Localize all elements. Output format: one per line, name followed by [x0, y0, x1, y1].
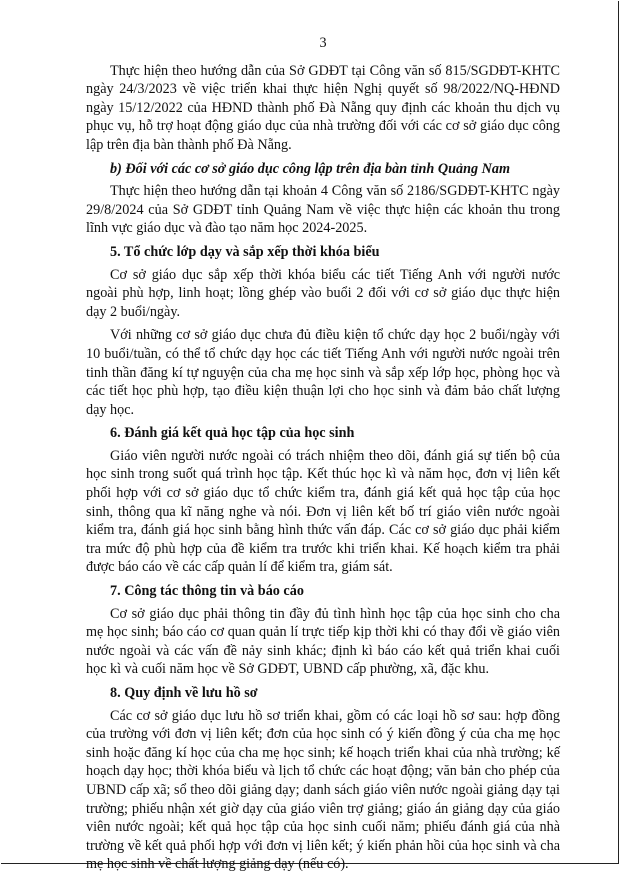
paragraph-schedule: Cơ sở giáo dục sắp xếp thời khóa biểu các tiết Tiếng Anh với người nước ngoài phù hợp, linh hoạt; lồng ghép vào buổi 2 đối với cơ sở giáo dục thực hiện dạy 2 buổi/ngày. [86, 266, 560, 320]
heading-section-7: 7. Công tác thông tin và báo cáo [110, 583, 304, 600]
paragraph-reporting: Cơ sở giáo dục phải thông tin đầy đủ tình hình học tập của học sinh cho cha mẹ học sinh; báo cáo cơ quan quản lí trực tiếp kịp thời khi có thay đổi về giáo viên nước ngoài và các vấn đề nảy sinh khác; định kì báo cáo kết quả triển khai cuối học kì và cuối năm học về Sở GDĐT, UBND cấp phường, xã, đặc khu. [86, 605, 560, 678]
heading-section-8: 8. Quy định về lưu hồ sơ [110, 685, 258, 701]
page-number: 3 [319, 35, 327, 51]
heading-section-5: 5. Tổ chức lớp dạy và sắp xếp thời khóa biểu [110, 243, 380, 260]
paragraph-schedule-conditions: Với những cơ sở giáo dục chưa đủ điều kiện tổ chức dạy học 2 buổi/ngày với 10 buổi/tuần, có thể tổ chức dạy học các tiết Tiếng Anh với người nước ngoài trên tinh thần đăng kí tự nguyện của cha mẹ học sinh và sắp xếp lớp học, phòng học và các tiết học phù hợp, tạo điều kiện thuận lợi cho học sinh và đảm bảo chất lượng dạy học. [86, 327, 560, 418]
paragraph-danang-fees: Thực hiện theo hướng dẫn của Sở GDĐT tại Công văn số 815/SGDĐT-KHTC ngày 24/3/2023 về việc triển khai thực hiện Nghị quyết số 98/2022/NQ-HĐND ngày 15/12/2022 của HĐND thành phố Đà Nẵng quy định các khoản thu dịch vụ phục vụ, hỗ trợ hoạt động giáo dục của nhà trường đối với các cơ sở giáo dục công lập trên địa bàn thành phố Đà Nẵng. [86, 62, 560, 153]
paragraph-quang-nam-fees: Thực hiện theo hướng dẫn tại khoản 4 Công văn số 2186/SGDĐT-KHTC ngày 29/8/2024 của Sở GDĐT tỉnh Quảng Nam về việc thực hiện các khoản thu trong lĩnh vực giáo dục và đào tạo năm học 2024-2025. [86, 183, 560, 237]
heading-quang-nam: b) Đối với các cơ sở giáo dục công lập trên địa bàn tỉnh Quảng Nam [110, 160, 511, 177]
heading-section-6: 6. Đánh giá kết quả học tập của học sinh [110, 425, 355, 442]
document-body [86, 28, 560, 879]
paragraph-assessment: Giáo viên người nước ngoài có trách nhiệm theo dõi, đánh giá sự tiến bộ của học sinh trong suốt quá trình học tập. Kết thúc học kì và năm học, đơn vị liên kết phối hợp với cơ sở giáo dục tổ chức kiểm tra, đánh giá kết quả học tập của học sinh, thông qua kĩ năng nghe và nói. Đơn vị liên kết bố trí giáo viên nước ngoài kiểm tra, đánh giá học sinh bằng hình thức vấn đáp. Các cơ sở giáo dục phải kiểm tra mức độ phù hợp của đề kiểm tra trước khi triển khai. Kế hoạch kiểm tra phải được báo cáo về các cấp quản lí để kiểm tra, giám sát. [86, 447, 560, 576]
paragraph-records: Các cơ sở giáo dục lưu hồ sơ triển khai, gồm có các loại hồ sơ sau: hợp đồng của trường với đơn vị liên kết; đơn của học sinh có ý kiến đồng ý của cha mẹ học sinh hoặc đăng kí học của cha mẹ học sinh; kế hoạch triển khai của nhà trường; kế hoạch dạy học; thời khóa biểu và lịch tổ chức các hoạt động; văn bản cho phép của UBND cấp xã; sổ theo dõi giảng dạy; danh sách giáo viên nước ngoài giảng dạy tại trường; phiếu nhận xét giờ dạy của giáo viên trợ giảng; giáo án giảng dạy của giáo viên nước ngoài; kết quả học tập của học sinh cuối năm; phiếu đánh giá của nhà trường về kết quả phối hợp với đơn vị liên kết; ý kiến phản hồi của học sinh và cha mẹ học sinh về chất lượng giảng dạy (nếu có). [86, 707, 560, 873]
